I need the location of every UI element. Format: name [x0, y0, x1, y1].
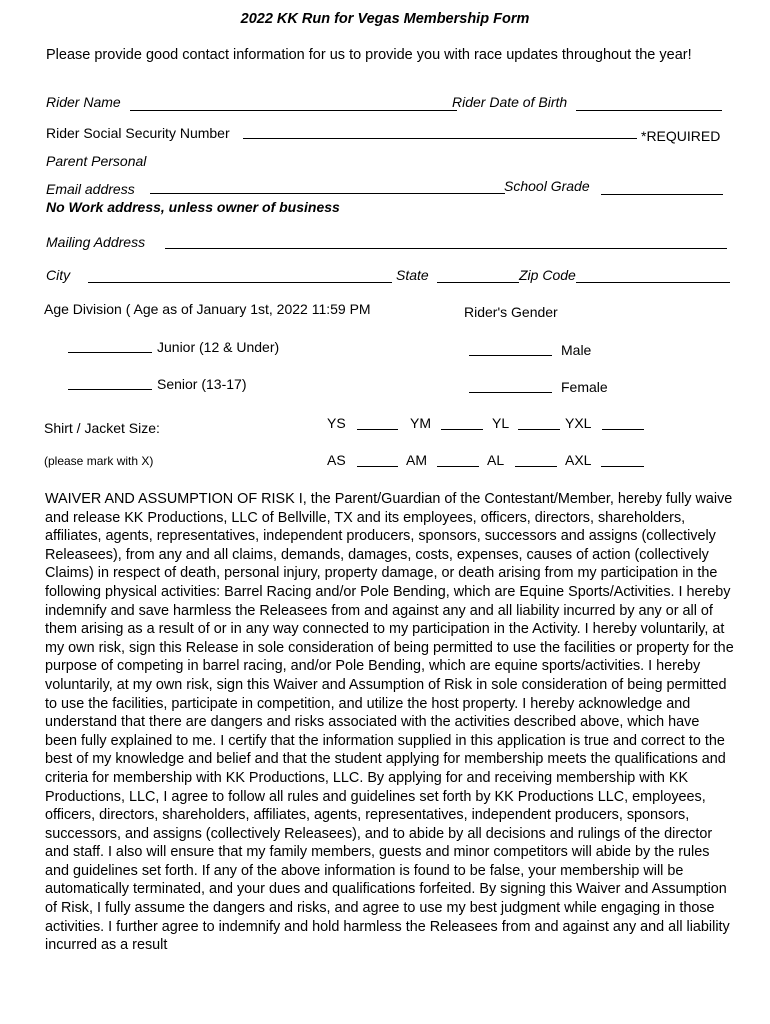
size-al-label: AL: [487, 452, 505, 468]
mailing-address-field[interactable]: [165, 248, 727, 249]
size-ym-field[interactable]: [441, 429, 483, 430]
size-al-field[interactable]: [515, 466, 557, 467]
size-axl-label: AXL: [565, 452, 592, 468]
size-am-field[interactable]: [437, 466, 479, 467]
size-ys-field[interactable]: [357, 429, 398, 430]
rider-name-field[interactable]: [130, 110, 457, 111]
female-checkbox[interactable]: [469, 392, 552, 393]
size-axl-field[interactable]: [601, 466, 644, 467]
required-note: *REQUIRED: [641, 128, 721, 144]
state-label: State: [396, 267, 429, 283]
male-label: Male: [561, 342, 592, 358]
age-division-label: Age Division ( Age as of January 1st, 2022 11:59 PM: [44, 301, 371, 317]
ssn-field[interactable]: [243, 138, 637, 139]
mailing-address-label: Mailing Address: [46, 234, 146, 250]
gender-label: Rider's Gender: [464, 304, 558, 320]
ssn-label: Rider Social Security Number: [46, 125, 230, 141]
waiver-text: WAIVER AND ASSUMPTION OF RISK I, the Parent/Guardian of the Contestant/Member, hereby fully waive and release KK Productions, LLC of Bellville, TX and its employees, officers, directors, shareholders, affiliates, agents, representatives, independent producers, sponsors, successors and assigns (collectively Releasees), from any and all claims, demands, damages, costs, expenses, causes of action (collectively Claims) in respect of death, personal injury, property damage, or death arising from my participation in the following physical activities: Barrel Racing and/or Pole Bending, which are Equine Sports/Activities. I hereby indemnify and save harmless the Releasees from and against any and all liability incurred by any or all of them arising as a result of or in any way connected to my participation in the Activity. I hereby voluntarily, at my own risk, sign this Release in sole consideration of being permitted to use the facilities or property for the purpose of competing in barrel racing, and/or Pole Bending, which are equine sports/activities. I hereby voluntarily, at my own risk, sign this Waiver and Assumption of Risk in sole consideration of being permitted to use the facilities, participate in competition, and utilize the host property. I hereby acknowledge and understand that there are dangers and risks associated with the activities described above, which have been fully explained to me. I certify that the information supplied in this application is true and correct to the best of my knowledge and belief and that the student applying for membership meets the qualifications and criteria for membership with KK Productions, LLC. By applying for and receiving membership with KK Productions, LLC, I agree to follow all rules and guidelines set forth by KK Productions LLC, employees, officers, directors, shareholders, affiliates, agents, representatives, independent producers, sponsors, successors, and assigns (collectively Releasees), and to abide by all decisions and rulings of the director and staff. I also will ensure that my family members, guests and minor competitors will abide by the rules and guidelines set forth. If any of the above information is found to be false, your membership will be automatically terminated, and your dues and qualifications forfeited. By signing this Waiver and Assumption of Risk, I fully assume the dangers and risks, and agree to use my best judgment while engaging in those activities. I further agree to indemnify and hold harmless the Releasees from and against any and all liability incurred as a result: [45, 491, 734, 954]
size-ym-label: YM: [410, 415, 431, 431]
size-yl-field[interactable]: [518, 429, 560, 430]
shirt-size-note: (please mark with X): [44, 454, 154, 468]
school-grade-field[interactable]: [601, 194, 723, 195]
state-field[interactable]: [437, 282, 519, 283]
senior-checkbox[interactable]: [68, 389, 152, 390]
zip-field[interactable]: [576, 282, 730, 283]
email-label: Email address: [46, 181, 135, 197]
shirt-size-label: Shirt / Jacket Size:: [44, 420, 160, 436]
size-as-field[interactable]: [357, 466, 398, 467]
size-am-label: AM: [406, 452, 427, 468]
size-as-label: AS: [327, 452, 346, 468]
size-ys-label: YS: [327, 415, 346, 431]
city-field[interactable]: [88, 282, 392, 283]
email-note: No Work address, unless owner of business: [46, 199, 340, 215]
school-grade-label: School Grade: [504, 178, 590, 194]
rider-dob-field[interactable]: [576, 110, 722, 111]
female-label: Female: [561, 379, 608, 395]
zip-label: Zip Code: [519, 267, 576, 283]
senior-label: Senior (13-17): [157, 376, 247, 392]
junior-checkbox[interactable]: [68, 352, 152, 353]
size-yl-label: YL: [492, 415, 510, 431]
size-yxl-label: YXL: [565, 415, 592, 431]
parent-personal-label: Parent Personal: [46, 153, 147, 169]
intro-text: Please provide good contact information for us to provide you with race updates throughout the year!: [46, 47, 692, 63]
city-label: City: [46, 267, 71, 283]
male-checkbox[interactable]: [469, 355, 552, 356]
form-title: 2022 KK Run for Vegas Membership Form: [240, 11, 530, 27]
size-yxl-field[interactable]: [602, 429, 644, 430]
junior-label: Junior (12 & Under): [157, 339, 280, 355]
rider-dob-label: Rider Date of Birth: [452, 94, 568, 110]
rider-name-label: Rider Name: [46, 94, 121, 110]
email-field[interactable]: [150, 193, 505, 194]
